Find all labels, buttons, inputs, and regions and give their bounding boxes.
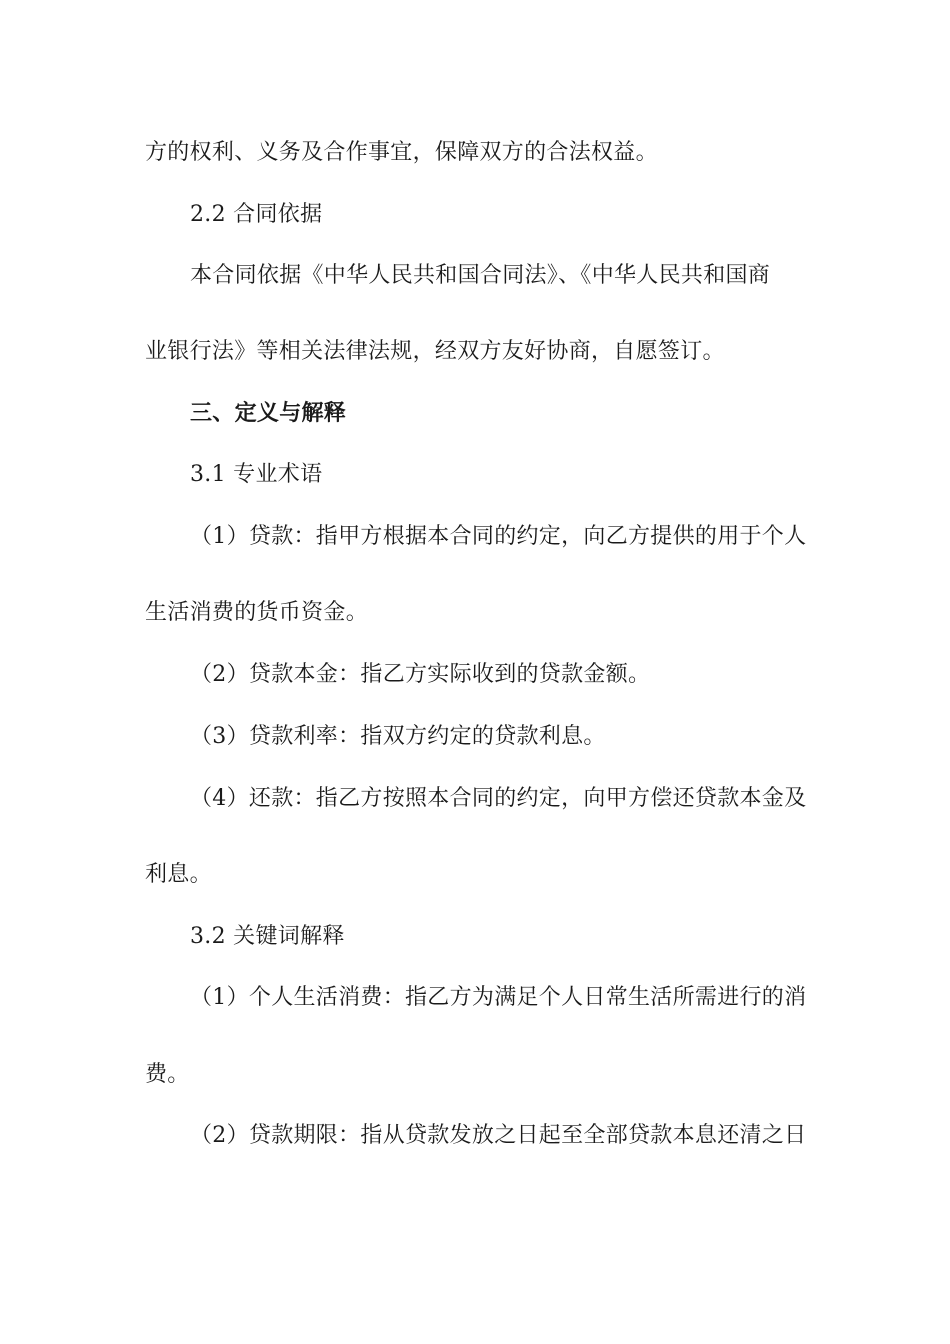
list-item-line: （2）贷款期限：指从贷款发放之日起至全部贷款本息还清之日 (190, 1123, 807, 1148)
paragraph-line: 费。 (145, 1062, 190, 1087)
list-item-line: （2）贷款本金：指乙方实际收到的贷款金额。 (190, 662, 651, 687)
list-item-line: （1）贷款：指甲方根据本合同的约定，向乙方提供的用于个人 (190, 524, 807, 549)
paragraph-line: 利息。 (145, 862, 212, 887)
list-item-line: （3）贷款利率：指双方约定的贷款利息。 (190, 724, 606, 749)
chapter-heading-3: 三、定义与解释 (190, 400, 347, 426)
list-item-line: （4）还款：指乙方按照本合同的约定，向甲方偿还贷款本金及 (190, 786, 807, 811)
paragraph-line: 生活消费的货币资金。 (145, 600, 369, 625)
paragraph-line: 方的权利、义务及合作事宜，保障双方的合法权益。 (145, 140, 658, 165)
section-heading-2-2: 2.2 合同依据 (190, 202, 323, 227)
paragraph-line: 本合同依据《中华人民共和国合同法》、《中华人民共和国商 (190, 263, 771, 288)
paragraph-line: 业银行法》等相关法律法规，经双方友好协商，自愿签订。 (145, 339, 725, 364)
section-heading-3-2: 3.2 关键词解释 (190, 924, 345, 949)
section-heading-3-1: 3.1 专业术语 (190, 462, 323, 487)
list-item-line: （1）个人生活消费：指乙方为满足个人日常生活所需进行的消 (190, 985, 807, 1010)
